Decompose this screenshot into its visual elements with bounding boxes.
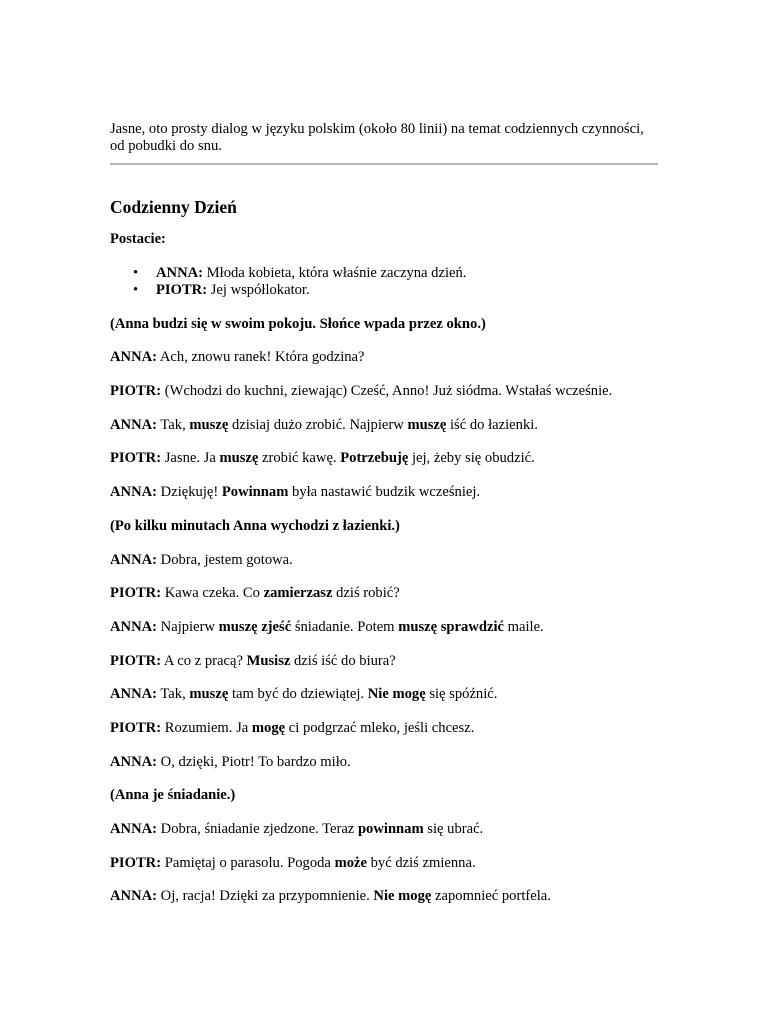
text-segment: Rozumiem. Ja <box>161 719 252 736</box>
bold-text: ANNA: <box>110 821 158 837</box>
bold-text: PIOTR: <box>110 854 162 871</box>
bold-text: mogę <box>251 719 286 736</box>
bold-text: Powinnam <box>221 484 289 501</box>
dialogue-line <box>110 686 658 703</box>
dialogue-line <box>110 619 658 636</box>
character-item <box>133 282 658 299</box>
bold-text: ANNA: <box>110 349 158 366</box>
text-segment: zrobić kawę. <box>258 450 341 467</box>
text-segment: się spóźnić. <box>425 686 498 703</box>
stage-direction <box>110 316 658 333</box>
bold-text: PIOTR: <box>110 719 162 736</box>
text-segment: Tak, <box>157 686 190 703</box>
text-segment: iść do łazienki. <box>446 416 538 433</box>
dialogue-body <box>110 316 658 906</box>
bold-text: muszę zjeść <box>218 618 292 635</box>
bold-text: muszę <box>407 416 447 433</box>
text-segment: była nastawić budzik wcześniej. <box>288 484 481 501</box>
text-segment: O, dzięki, Piotr! To bardzo miło. <box>157 753 351 770</box>
text-segment: Ach, znowu ranek! Która godzina? <box>157 349 365 366</box>
character-name: ANNA: <box>156 265 204 281</box>
dialogue-line <box>110 349 658 366</box>
text-segment: (Wchodzi do kuchni, ziewając) Cześć, Anno! Już siódma. Wstałaś wcześnie. <box>161 383 613 400</box>
dialogue-line <box>110 653 658 670</box>
bold-text: Musisz <box>246 652 291 669</box>
text-segment: ci podgrzać mleko, jeśli chcesz. <box>285 719 475 736</box>
text-segment: być dziś zmienna. <box>366 854 476 871</box>
bold-text: (Anna budzi się w swoim pokoju. Słońce wpada przez okno.) <box>110 315 486 332</box>
text-segment: Tak, <box>157 416 190 433</box>
bullet-icon: • <box>133 282 139 298</box>
character-description: Jej współlokator. <box>207 282 310 298</box>
dialogue-line <box>110 585 658 602</box>
bold-text: ANNA: <box>110 416 158 433</box>
bold-text: PIOTR: <box>110 585 162 602</box>
text-segment: zapomnieć portfela. <box>431 888 551 905</box>
dialogue-line <box>110 383 658 400</box>
dialogue-line <box>110 888 658 905</box>
text-segment: śniadanie. Potem <box>291 618 399 635</box>
text-segment: dziś iść do biura? <box>290 652 396 669</box>
character-name: PIOTR: <box>156 282 208 298</box>
text-segment: Najpierw <box>157 618 219 635</box>
document-page <box>110 121 658 905</box>
bullet-icon: • <box>133 265 139 281</box>
bold-text: PIOTR: <box>110 652 162 669</box>
bold-text: PIOTR: <box>110 450 162 467</box>
bold-text: ANNA: <box>110 484 158 501</box>
character-description: Młoda kobieta, która właśnie zaczyna dzień. <box>203 265 467 281</box>
text-segment: A co z pracą? <box>161 652 247 669</box>
dialogue-line <box>110 720 658 737</box>
bold-text: może <box>334 854 367 871</box>
bold-text: ANNA: <box>110 618 158 635</box>
bold-text: ANNA: <box>110 686 158 703</box>
text-segment: Pamiętaj o parasolu. Pogoda <box>161 854 335 871</box>
bold-text: powinnam <box>357 821 424 837</box>
characters-list <box>110 265 658 299</box>
bold-text: (Anna je śniadanie.) <box>110 787 236 804</box>
bold-text: ANNA: <box>110 753 158 770</box>
text-segment: maile. <box>503 618 544 635</box>
intro-paragraph: Jasne, oto prosty dialog w języku polskim (około 80 linii) na temat codziennych czynności, od pobudki do snu. <box>110 121 644 154</box>
text-segment: Dobra, śniadanie zjedzone. Teraz <box>157 821 358 837</box>
dialogue-line <box>110 821 658 838</box>
bold-text: ANNA: <box>110 888 158 905</box>
bold-text: Nie mogę <box>373 888 432 905</box>
text-segment: jej, żeby się obudzić. <box>408 450 535 467</box>
bold-text: Potrzebuję <box>340 450 409 467</box>
bold-text: muszę <box>189 686 229 703</box>
bold-text: ANNA: <box>110 551 158 568</box>
bold-text: (Po kilku minutach Anna wychodzi z łazienki.) <box>110 517 400 534</box>
bold-text: muszę sprawdzić <box>398 618 504 635</box>
horizontal-rule <box>110 163 658 165</box>
text-segment: dzisiaj dużo zrobić. Najpierw <box>228 416 408 433</box>
dialogue-line <box>110 754 658 771</box>
bold-text: zamierzasz <box>263 585 333 602</box>
stage-direction <box>110 518 658 535</box>
bold-text: Nie mogę <box>367 686 426 703</box>
text-segment: Oj, racja! Dzięki za przypomnienie. <box>157 888 374 905</box>
text-segment: Dziękuję! <box>157 484 222 501</box>
text-segment: dziś robić? <box>332 585 400 602</box>
document-title: Codzienny Dzień <box>110 197 237 217</box>
text-segment: Dobra, jestem gotowa. <box>157 551 293 568</box>
bold-text: PIOTR: <box>110 383 162 400</box>
dialogue-line <box>110 450 658 467</box>
text-segment: Jasne. Ja <box>161 450 220 467</box>
character-item <box>133 265 658 282</box>
text-segment: się ubrać. <box>423 821 484 837</box>
text-segment: Kawa czeka. Co <box>161 585 264 602</box>
bold-text: muszę <box>219 450 259 467</box>
dialogue-line <box>110 552 658 569</box>
dialogue-line <box>110 855 658 872</box>
dialogue-line <box>110 484 658 501</box>
characters-heading: Postacie: <box>110 231 166 247</box>
bold-text: muszę <box>189 416 229 433</box>
dialogue-line <box>110 417 658 434</box>
text-segment: tam być do dziewiątej. <box>228 686 368 703</box>
stage-direction <box>110 787 658 804</box>
